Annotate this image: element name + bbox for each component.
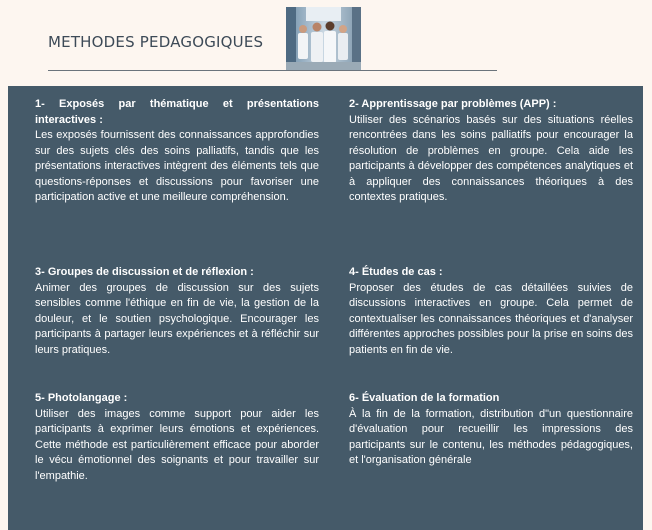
method-heading: 4- Études de cas : (349, 266, 443, 278)
method-heading: 6- Évaluation de la formation (349, 392, 500, 404)
method-body: Les exposés fournissent des connaissances approfondies sur des sujets clés des soins palliatifs, tandis que les présentations interactives intègrent des éléments tels que questions-réponses et discussions pour favoriser une participation active et une meilleure compréhension. (35, 129, 319, 203)
method-heading: 3- Groupes de discussion et de réflexion : (35, 266, 254, 278)
method-body: Proposer des études de cas détaillées suivies de discussions interactives en groupe. Cela permet de contextualiser les connaissances théoriques et d'analyser différentes approches possibles pour la prise en soins des patients en fin de vie. (349, 281, 633, 356)
method-block-4 (349, 265, 633, 358)
page-title: METHODES PEDAGOGIQUES (48, 33, 264, 51)
method-block-1 (35, 97, 319, 206)
method-block-5 (35, 391, 319, 484)
methods-panel (8, 86, 643, 530)
photo-illustration (286, 7, 361, 70)
method-body: Utiliser des scénarios basés sur des situations réelles rencontrées dans les soins palliatifs pour encourager la résolution de problèmes en groupe. Cela aide les participants à développer des compétences analytiques et à appliquer des connaissances théoriques à des contextes pratiques. (349, 113, 633, 203)
method-heading: 2- Apprentissage par problèmes (APP) : (349, 98, 557, 110)
students-group-photo (286, 7, 361, 70)
header-divider (48, 70, 497, 71)
method-body: Utiliser des images comme support pour aider les participants à exprimer leurs émotions et expériences. Cette méthode est particulièrement efficace pour aborder le vécu émotionnel des soignants et pour travailler sur l'empathie. (35, 407, 319, 482)
method-block-2 (349, 97, 633, 206)
method-body: À la fin de la formation, distribution d"un questionnaire d'évaluation pour recueillir les impressions des participants sur le contenu, les méthodes pédagogiques, et l'organisation générale (349, 407, 633, 466)
page-header (0, 0, 652, 84)
method-block-3 (35, 265, 319, 358)
method-heading: 5- Photolangage : (35, 392, 128, 404)
method-body: Animer des groupes de discussion sur des sujets sensibles comme l'éthique en fin de vie, la gestion de la douleur, et le soutien psychologique. Encourager les participants à partager leurs expériences et à réfléchir sur leurs pratiques. (35, 281, 319, 356)
method-heading: 1- Exposés par thématique et présentations interactives : (35, 98, 319, 126)
method-block-6 (349, 391, 633, 469)
